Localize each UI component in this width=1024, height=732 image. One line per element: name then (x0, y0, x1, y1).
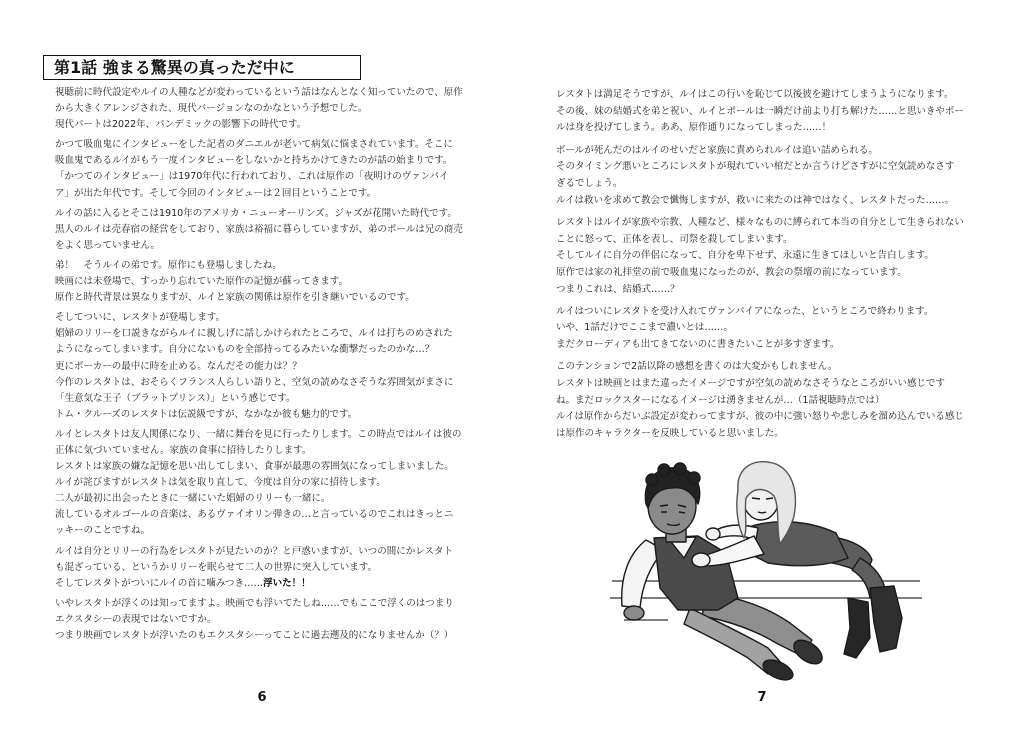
text-line: そしてついに、レスタトが登場します。 (55, 312, 225, 324)
text-line: いや、1話だけでここまで濃いとは……。 (556, 322, 733, 334)
text-line: ポールが死んだのはルイのせいだと家族に責められルイは追い詰められる。 (556, 144, 878, 156)
paragraph (55, 258, 485, 306)
paragraph (55, 137, 485, 201)
left-page-text-column (55, 85, 485, 648)
text-line: 二人が最初に出会ったときに一緒にいた娼婦のリリーも一緒に。 (55, 493, 331, 505)
text-line: エクスタシーの表現ではないですか。 (55, 613, 217, 625)
text-line: から大きくアレンジされた、現代バージョンなのかなという予想でした。 (55, 103, 368, 115)
text-line: 弟！ そうルイの弟です。原作にも登場しましたね。 (55, 259, 282, 271)
paragraph (556, 215, 986, 298)
text-line: ッキーのことですね。 (55, 525, 151, 537)
text-line: 映画には未登場で、すっかり忘れていた原作の記憶が蘇ってきます。 (55, 276, 348, 288)
text-line: 現代パートは2022年、パンデミックの影響下の時代です。 (55, 119, 307, 131)
text-line: ね。まだロックスターになるイメージは湧きませんが…（1話視聴時点では） (556, 394, 885, 406)
page-number: 7 (757, 690, 767, 705)
text-line: ことに怒って、正体を表し、司祭を殺してしまいます。 (556, 233, 793, 245)
paragraph (55, 85, 485, 133)
text-line: レスタトはルイが家族や宗教、人種など、様々なものに縛られて本当の自分として生きられない (556, 216, 964, 228)
paragraph (55, 596, 485, 644)
paragraph (55, 310, 485, 423)
text-line: 「かつてのインタビュー」は1970年代に行われており、これは原作の「夜明けのヴァンパイ (55, 171, 449, 183)
text-line: まだクローディアも出てきてないのに書きたいことが多すぎます。 (556, 339, 840, 351)
text-line: 原作と時代背景は異なりますが、ルイと家族の関係は原作を引き継いでいるのです。 (55, 292, 415, 304)
text-line: 原作では家の礼拝堂の前で吸血鬼になったのが、教会の祭壇の前になっています。 (556, 266, 907, 278)
paragraph (556, 304, 986, 354)
paragraph (55, 206, 485, 254)
text-line: 「生意気な王子（ブラットプリンス）」という感じです。 (55, 392, 296, 404)
paragraph (55, 544, 485, 592)
paragraph (556, 143, 986, 210)
emphasis-text: 浮いた！！ (263, 577, 311, 589)
text-line: つまりこれは、結婚式……？ (556, 283, 680, 295)
text-line: トム・クルーズのレスタトは伝説級ですが、なかなか彼も魅力的です。 (55, 408, 358, 420)
text-line: レスタトは満足そうですが、ルイはこの行いを恥じて以後彼を避けてしまうようになります。 (556, 89, 954, 100)
text-line: かつて吸血鬼にインタビューをした記者のダニエルが老いて病気に悩まされています。そこに (55, 139, 453, 151)
text-line: 更にポーカーの最中に時を止める。なんだその能力は？？ (55, 360, 302, 372)
chapter-title: 第1話 強まる驚異の真っただ中に (43, 55, 361, 80)
right-page-text-column (556, 87, 986, 448)
text-line (55, 576, 485, 592)
text-line: 今作のレスタトは、おそらくフランス人らしい語りと、空気の読めなさそうな雰囲気がまさに (55, 376, 454, 388)
text-line: ルは身を投げてしまう。ああ、原作通りになってしまった……！ (556, 122, 832, 134)
text-line: 黒人のルイは売春宿の経営をしており、家族は裕福に暮らしていますが、弟のポールは兄の商売 (55, 223, 463, 235)
text-line: ルイとレスタトは友人関係になり、一緒に舞台を見に行ったりします。この時点ではルイは彼の (55, 428, 462, 440)
text-line: そのタイミング悪いところにレスタトが現れていい棺だとか言うけどさすがに空気読めなさす (556, 161, 955, 173)
text-line: 娼婦のリリーを口説きながらルイに親しげに話しかけられたところで、ルイは打ちのめされた (55, 328, 453, 340)
paragraph (55, 427, 485, 540)
text-line: ルイは自分とリリーの行為をレスタトが見たいのか？と戸惑いますが、いつの間にかレスタト (55, 545, 453, 557)
text-line: 正体に気づいていません。家族の食事に招待したりします。 (55, 444, 312, 456)
text-line: 流しているオルゴールの音楽は、あるヴァイオリン弾きの…と言っているのでこれはきっとニ (55, 509, 454, 521)
text-line: ルイが詫びますがレスタトは気を取り直して、今度は自分の家に招待します。 (55, 477, 386, 489)
paragraph (556, 87, 986, 137)
text-line: つまり映画でレスタトが浮いたのもエクスタシーってことに過去遡及的になりませんか（？） (55, 630, 454, 641)
page-number: 6 (257, 690, 267, 705)
text-line: レスタトは家族の嫌な記憶を思い出してしまい、食事が最悪の雰囲気になってしまいました。 (55, 461, 454, 473)
text-segment: そしてレスタトがついにルイの首に噛みつき…… (55, 577, 264, 589)
text-line: ぎるでしょう。 (556, 177, 623, 189)
text-line: その後、妹の結婚式を弟と祝い、ルイとポールは一瞬だけ前より打ち解けた……と思いきやポー (556, 105, 964, 117)
text-line: ルイの話に入るとそこは1910年のアメリカ・ニューオーリンズ。ジャズが花開いた時代です。 (55, 207, 457, 219)
text-line: をよく思っていません。 (55, 239, 161, 251)
text-line: レスタトは映画とはまた違ったイメージですが空気の読めなさそうなところがいい感じです (556, 378, 945, 389)
text-line: ようになってしまいます。自分にないものを全部持ってるみたいな衝撃だったのかな…？ (55, 344, 435, 356)
text-line: 視聴前に時代設定やルイの人種などが変わっているという話はなんとなく知っていたので、原作 (55, 87, 463, 98)
text-line: いやレスタトが浮くのは知ってますよ。映画でも浮いてたしね……でもここで浮くのはつまり (55, 597, 454, 609)
text-line: そしてルイに自分の伴侶になって、自分を卑下せず、永遠に生きてほしいと告白します。 (556, 250, 934, 262)
text-line: ルイはついにレスタトを受け入れてヴァンパイアになった、というところで終わります。 (556, 305, 934, 317)
paragraph (556, 359, 986, 442)
text-line: ア」が出た年代です。そして今回のインタビューは２回目ということです。 (55, 187, 377, 199)
text-line: ルイは原作からだいぶ設定が変わってますが、彼の中に強い怒りや悲しみを溜め込んでいる感じ (556, 411, 964, 423)
text-line: 吸血鬼であるルイがもう一度インタビューをしないかと持ちかけてきたのが話の始まりです。 (55, 155, 453, 167)
text-line: も混ざっている、というかリリーを眠らせて二人の世界に突入しています。 (55, 561, 377, 573)
text-line: このテンションで2話以降の感想を書くのは大変かもしれません。 (556, 361, 838, 373)
text-line: ルイは救いを求めて教会で懺悔しますが、救いに来たのは神ではなく、レスタトだった……。 (556, 194, 955, 206)
illustration (598, 458, 928, 683)
text-line: は原作のキャラクターを反映していると思いました。 (556, 428, 784, 440)
